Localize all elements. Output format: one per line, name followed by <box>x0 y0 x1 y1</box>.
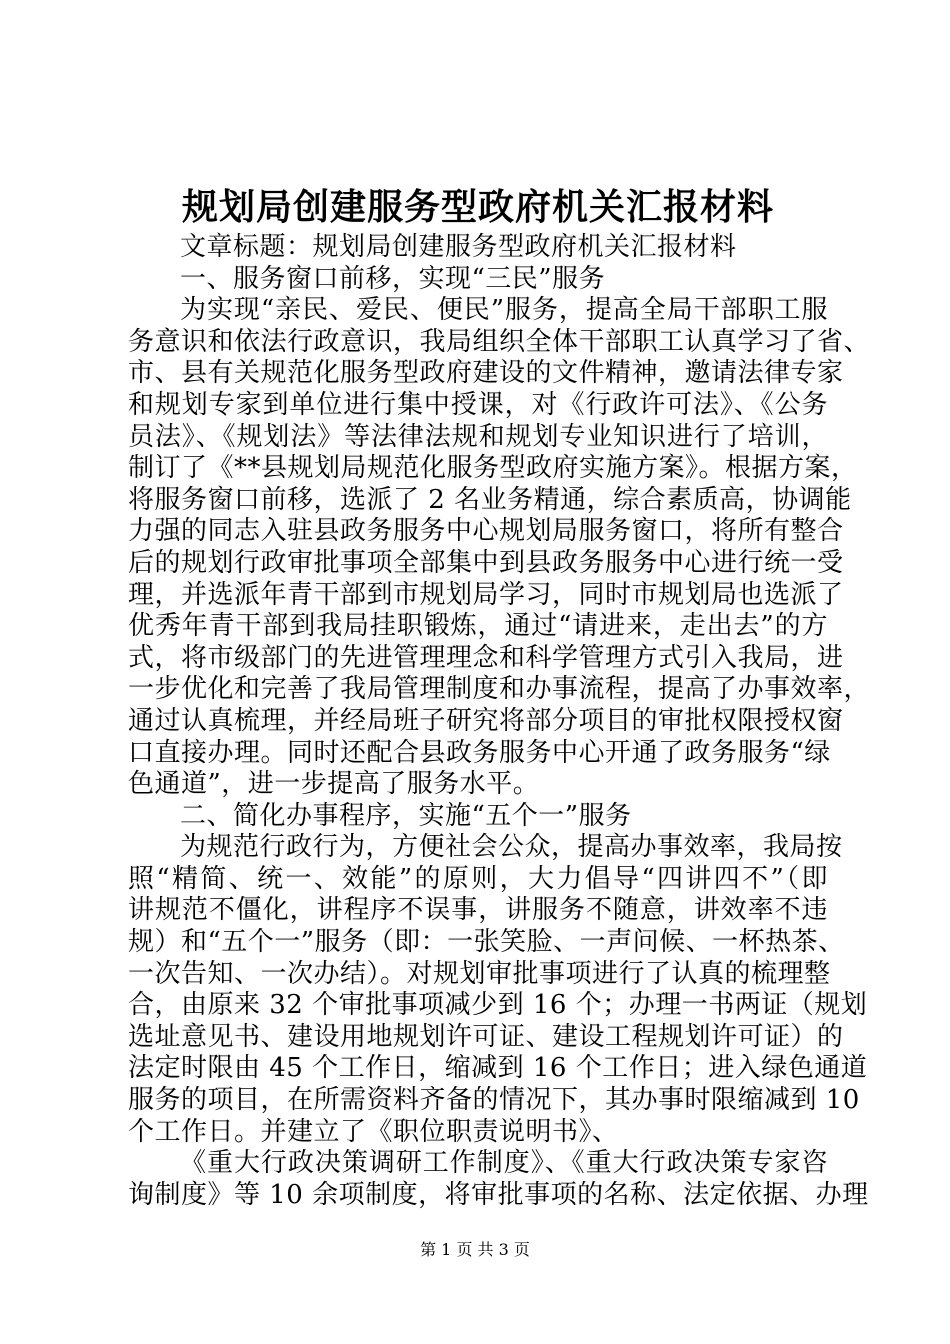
paragraph-line: 优秀年青干部到我局挂职锻炼，通过“请进来，走出去”的方 <box>128 611 828 642</box>
paragraph-line: 一次告知、一次办结）。对规划审批事项进行了认真的梳理整 <box>128 958 831 989</box>
paragraph-line: 制订了《**县规划局规范化服务型政府实施方案》。根据方案， <box>128 453 858 484</box>
paragraph-line: 服务的项目，在所需资料齐备的情况下，其办事时限缩减到 10 <box>128 1085 860 1116</box>
paragraph-line: 法定时限由 45 个工作日，缩减到 16 个工作日；进入绿色通道 <box>128 1053 868 1084</box>
paragraph-line: 员法》、《规划法》等法律法规和规划专业知识进行了培训， <box>128 421 828 452</box>
paragraph-line: 个工作日。并建立了《职位职责说明书》、 <box>128 1116 619 1147</box>
paragraph-line: 《重大行政决策调研工作制度》、《重大行政决策专家咨 <box>180 1148 828 1179</box>
paragraph-line: 为实现“亲民、爱民、便民”服务，提高全局干部职工服 <box>180 295 828 326</box>
paragraph-line: 讲规范不僵化，讲程序不误事，讲服务不随意，讲效率不违 <box>128 895 828 926</box>
paragraph-line: 询制度》等 10 余项制度，将审批事项的名称、法定依据、办理 <box>128 1179 869 1210</box>
paragraph-line: 理，并选派年青干部到市规划局学习，同时市规划局也选派了 <box>128 579 844 610</box>
paragraph-line: 选址意见书、建设用地规划许可证、建设工程规划许可证）的 <box>128 1021 844 1052</box>
paragraph-line: 力强的同志入驻县政务服务中心规划局服务窗口，将所有整合 <box>128 516 844 547</box>
section-heading-2: 二、简化办事程序，实施“五个一”服务 <box>180 800 632 831</box>
document-body <box>128 182 871 1211</box>
paragraph-line: 市、县有关规范化服务型政府建设的文件精神，邀请法律专家 <box>128 358 844 389</box>
paragraph-line: 和规划专家到单位进行集中授课，对《行政许可法》、《公务 <box>128 389 828 420</box>
document-title: 规划局创建服务型政府机关汇报材料 <box>181 186 774 228</box>
paragraph-line: 通过认真梳理，并经局班子研究将部分项目的审批权限授权窗 <box>128 705 844 736</box>
paragraph-line: 口直接办理。同时还配合县政务服务中心开通了政务服务“绿 <box>128 737 831 768</box>
article-heading-line: 文章标题：规划局创建服务型政府机关汇报材料 <box>180 232 737 262</box>
paragraph-line: 为规范行政行为，方便社会公众，提高办事效率，我局按 <box>180 832 843 863</box>
paragraph-line: 色通道”，进一步提高了服务水平。 <box>128 769 540 800</box>
paragraph-line: 规）和“五个一”服务（即：一张笑脸、一声问候、一杯热茶、 <box>128 927 845 958</box>
paragraph-line: 一步优化和完善了我局管理制度和办事流程，提高了办事效率， <box>128 674 871 705</box>
paragraph-line: 后的规划行政审批事项全部集中到县政务服务中心进行统一受 <box>128 547 844 578</box>
paragraph-line: 照“精简、统一、效能”的原则，大力倡导“四讲四不”（即 <box>128 863 828 894</box>
paragraph-line: 务意识和依法行政意识，我局组织全体干部职工认真学习了省、 <box>128 326 871 357</box>
paragraph-line: 将服务窗口前移，选派了 2 名业务精通，综合素质高，协调能 <box>128 484 852 515</box>
paragraph-line: 合，由原来 32 个审批事项减少到 16 个；办理一书两证（规划 <box>128 990 868 1021</box>
page-footer: 第 1 页 共 3 页 <box>420 1240 530 1259</box>
document-text <box>128 232 871 1211</box>
section-heading-1: 一、服务窗口前移，实现“三民”服务 <box>180 263 606 294</box>
paragraph-line: 式，将市级部门的先进管理理念和科学管理方式引入我局，进 <box>128 642 844 673</box>
